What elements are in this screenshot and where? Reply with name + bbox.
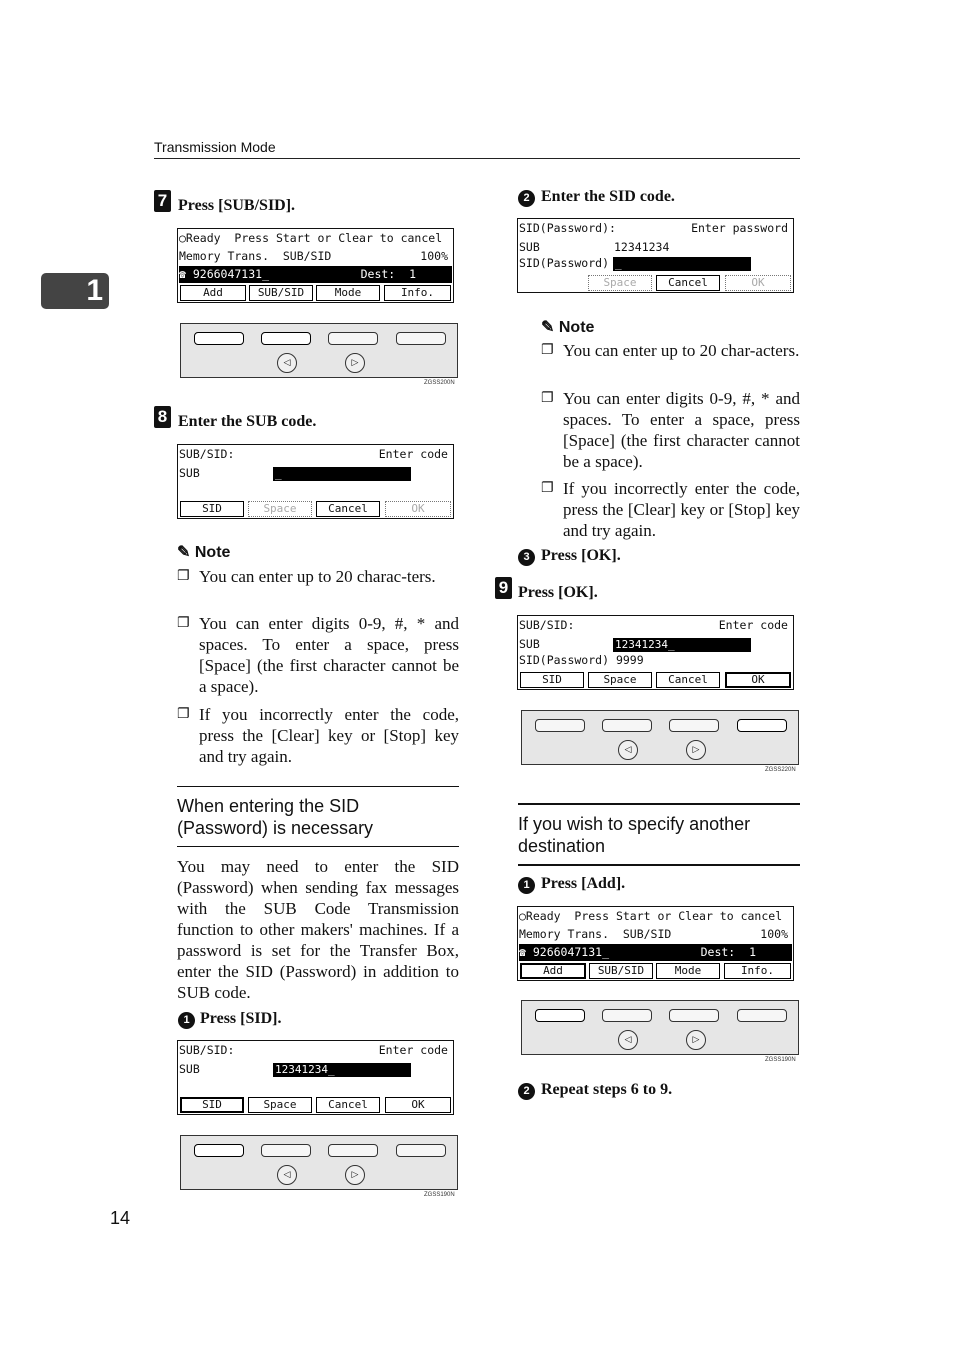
panel-key-4 <box>396 332 446 345</box>
sub-code-field[interactable]: _ <box>273 467 411 481</box>
right-arrow-icon: ▷ <box>345 1165 365 1185</box>
sid-password-field[interactable]: _ <box>613 257 751 271</box>
lcd-sub-label: SUB <box>179 1062 200 1076</box>
lcd-sid-password-screen <box>517 218 794 293</box>
running-header: Transmission Mode <box>154 139 276 155</box>
note-item: ❐ You can enter up to 20 char-acters. <box>541 341 800 360</box>
substep-2-text: Repeat steps 6 to 9. <box>541 1081 673 1098</box>
lcd-mode-row: Memory Trans. SUB/SID 100% <box>179 249 448 263</box>
step-7-text: Press [SUB/SID]. <box>178 197 296 214</box>
lcd-sub-entry-screen <box>177 444 454 519</box>
section-rule-top <box>518 803 800 805</box>
lcd-add-button[interactable]: Add <box>180 285 246 301</box>
panel-key-2 <box>261 332 311 345</box>
left-arrow-icon: ◁ <box>618 1030 638 1050</box>
lcd-sid-row: SID(Password) 9999 <box>519 653 644 667</box>
substep-3-number: 3 <box>518 549 535 566</box>
lcd-status-row: ○Ready Press Start or Clear to cancel <box>519 909 783 923</box>
checkbox-bullet-icon: ❐ <box>541 480 554 496</box>
panel-key-4 <box>737 1009 787 1022</box>
right-arrow-icon: ▷ <box>345 353 365 373</box>
control-panel-illustration <box>180 1135 458 1190</box>
lcd-sid-button[interactable]: SID <box>180 501 244 517</box>
lcd-sub-row: SUB 12341234 <box>519 240 670 254</box>
substep-3-text: Press [OK]. <box>541 547 621 564</box>
page-number: 14 <box>110 1208 131 1228</box>
lcd-sub-label: SUB <box>179 466 200 480</box>
lcd-status-row: ○Ready Press Start or Clear to cancel <box>179 231 443 245</box>
checkbox-bullet-icon: ❐ <box>541 390 554 406</box>
left-arrow-icon: ◁ <box>277 1165 297 1185</box>
section-heading-destination: If you wish to specify another destination <box>518 814 751 856</box>
lcd-sid-button[interactable]: SID <box>180 1097 244 1113</box>
step-7-number: 7 <box>154 190 171 212</box>
lcd-space-button[interactable]: Space <box>248 1097 312 1113</box>
lcd-sid-label: SID(Password) <box>519 256 610 270</box>
panel-key-2 <box>602 719 652 732</box>
panel-caption: ZGSS220N <box>765 767 796 773</box>
lcd-ok-button[interactable]: OK <box>385 1097 451 1113</box>
checkbox-bullet-icon: ❐ <box>177 706 190 722</box>
sub-code-field[interactable]: 12341234_ <box>613 638 751 652</box>
lcd-space-button[interactable]: Space <box>588 672 652 688</box>
note-item: ❐ You can enter digits 0-9, #, * and spaces. To enter a space, press [Space] (the first character cannot be a space). <box>541 389 800 471</box>
lcd-sid-button[interactable]: SID <box>520 672 584 688</box>
section-heading-sid: When entering the SID (Password) is necessary <box>177 796 374 838</box>
note-heading: ✎ Note <box>541 319 595 336</box>
lcd-info-button[interactable]: Info. <box>724 963 791 979</box>
panel-key-2 <box>602 1009 652 1022</box>
substep-1-text: Press [Add]. <box>541 875 626 892</box>
lcd-sub-sid-filled-screen <box>517 615 794 690</box>
section-rule-bottom <box>177 846 459 847</box>
section-sid-body: You may need to enter the SID (Password) when sending fax messages with the SUB Code Transmission function to other makers' machines. If a password is set for the Transfer Box, enter the SID (Password) in addition to SUB code. <box>177 857 459 1002</box>
lcd-title-row: SUB/SID: Enter code <box>179 1043 448 1057</box>
pencil-icon: ✎ <box>177 544 191 561</box>
lcd-sub-sid-button[interactable]: SUB/SID <box>589 963 653 979</box>
note-item: ❐ You can enter digits 0-9, #, * and spaces. To enter a space, press [Space] (the first character cannot be a space). <box>177 614 459 696</box>
lcd-mode-row: Memory Trans. SUB/SID 100% <box>519 927 788 941</box>
lcd-title-row: SUB/SID: Enter code <box>179 447 448 461</box>
lcd-sub-filled-screen <box>177 1040 454 1115</box>
panel-caption: ZGSS190N <box>424 1192 455 1198</box>
substep-2-text: Enter the SID code. <box>541 188 675 205</box>
pencil-icon: ✎ <box>541 319 555 336</box>
lcd-ok-button[interactable]: OK <box>725 275 791 291</box>
chapter-tab: 1 <box>41 273 109 309</box>
panel-key-3 <box>669 1009 719 1022</box>
lcd-add-button[interactable]: Add <box>520 963 586 979</box>
note-item: ❐ You can enter up to 20 charac-ters. <box>177 567 436 586</box>
panel-key-4 <box>396 1144 446 1157</box>
checkbox-bullet-icon: ❐ <box>541 342 554 358</box>
panel-caption: ZGSS200N <box>424 380 455 386</box>
control-panel-illustration <box>180 323 458 378</box>
lcd-cancel-button[interactable]: Cancel <box>656 672 720 688</box>
lcd-ready-screen <box>177 228 454 303</box>
lcd-space-button[interactable]: Space <box>588 275 652 291</box>
panel-key-4 <box>737 719 787 732</box>
panel-key-2 <box>261 1144 311 1157</box>
panel-key-1 <box>535 1009 585 1022</box>
lcd-cancel-button[interactable]: Cancel <box>316 1097 380 1113</box>
lcd-space-button[interactable]: Space <box>248 501 312 517</box>
lcd-ok-button[interactable]: OK <box>385 501 451 517</box>
panel-caption: ZGSS190N <box>765 1057 796 1063</box>
lcd-cancel-button[interactable]: Cancel <box>316 501 380 517</box>
lcd-sub-label: SUB <box>519 637 540 651</box>
panel-key-3 <box>328 1144 378 1157</box>
lcd-number-row: ☎ 9266047131_ Dest: 1 <box>519 944 792 961</box>
right-arrow-icon: ▷ <box>686 740 706 760</box>
left-arrow-icon: ◁ <box>618 740 638 760</box>
control-panel-illustration <box>521 710 799 765</box>
control-panel-illustration <box>521 1000 799 1055</box>
panel-key-1 <box>194 1144 244 1157</box>
panel-key-3 <box>328 332 378 345</box>
substep-1-number: 1 <box>518 877 535 894</box>
substep-2-number: 2 <box>518 1083 535 1100</box>
note-item: ❐ If you incorrectly enter the code, press the [Clear] key or [Stop] key and try again. <box>177 705 459 766</box>
substep-1-number: 1 <box>178 1012 195 1029</box>
substep-1-text: Press [SID]. <box>200 1010 282 1027</box>
checkbox-bullet-icon: ❐ <box>177 568 190 584</box>
lcd-cancel-button[interactable]: Cancel <box>656 275 720 291</box>
lcd-title-row: SID(Password): Enter password <box>519 221 788 235</box>
panel-key-3 <box>669 719 719 732</box>
lcd-number-row: ☎ 9266047131_ Dest: 1 <box>179 266 452 283</box>
step-8-number: 8 <box>154 406 171 428</box>
right-arrow-icon: ▷ <box>686 1030 706 1050</box>
panel-key-1 <box>194 332 244 345</box>
panel-key-1 <box>535 719 585 732</box>
step-9-number: 9 <box>495 577 512 599</box>
header-rule <box>154 158 800 159</box>
lcd-mode-button[interactable]: Mode <box>316 285 380 301</box>
lcd-ok-button[interactable]: OK <box>725 672 791 688</box>
section-rule-top <box>177 786 459 787</box>
note-item: ❐ If you incorrectly enter the code, press the [Clear] key or [Stop] key and try again. <box>541 479 800 540</box>
checkbox-bullet-icon: ❐ <box>177 615 190 631</box>
section-rule-bottom <box>518 864 800 866</box>
step-8-text: Enter the SUB code. <box>178 413 317 430</box>
note-heading: ✎ Note <box>177 544 231 561</box>
sub-code-field[interactable]: 12341234_ <box>273 1063 411 1077</box>
lcd-sub-sid-button[interactable]: SUB/SID <box>249 285 313 301</box>
lcd-mode-button[interactable]: Mode <box>656 963 720 979</box>
substep-2-number: 2 <box>518 190 535 207</box>
lcd-info-button[interactable]: Info. <box>384 285 451 301</box>
lcd-title-row: SUB/SID: Enter code <box>519 618 788 632</box>
step-9-text: Press [OK]. <box>518 584 598 601</box>
lcd-ready-screen <box>517 906 794 981</box>
left-arrow-icon: ◁ <box>277 353 297 373</box>
